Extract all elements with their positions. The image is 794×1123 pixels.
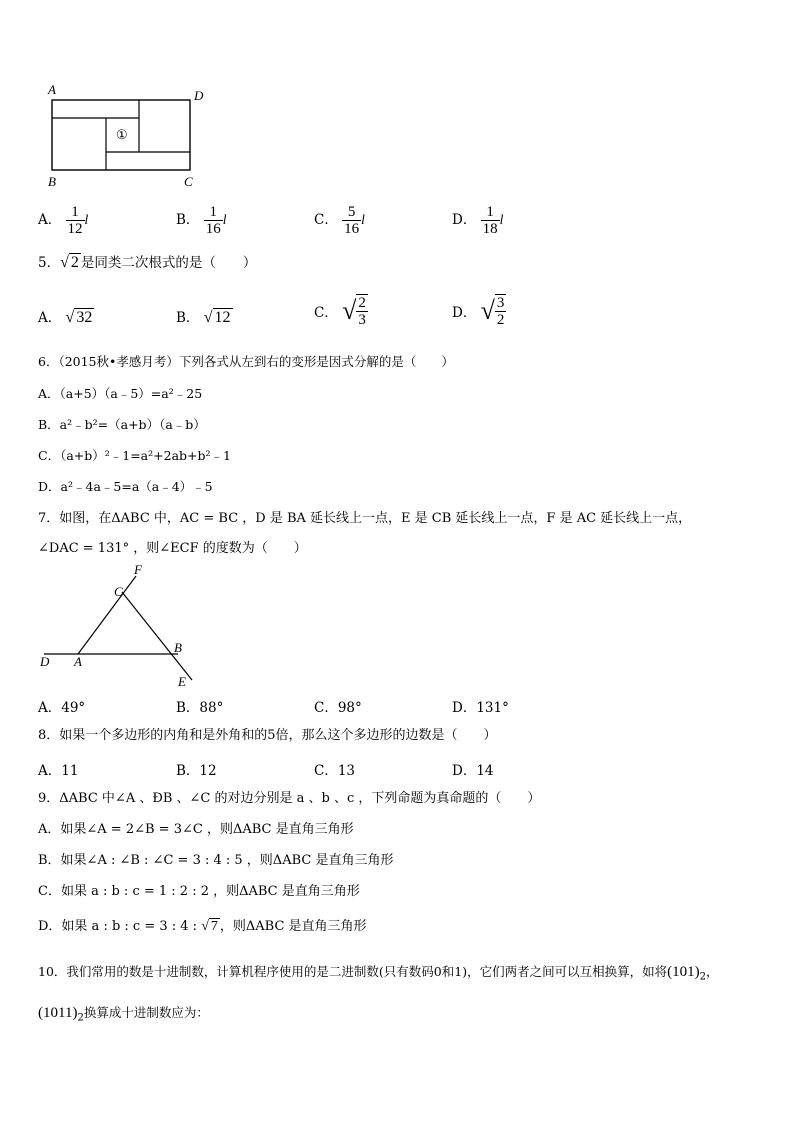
sqrt-fraction: √	[342, 296, 357, 325]
triangle-diagram	[34, 562, 204, 692]
q5-option-b[interactable]	[176, 306, 233, 327]
q9-option-b[interactable]: B．如果∠A : ∠B : ∠C = 3 : 4 : 5 ，则ΔABC 是直角三角形	[38, 853, 394, 868]
sqrt-expression: √ 7	[201, 919, 218, 934]
q7-option-b[interactable]: B．88°	[176, 700, 224, 716]
question-text: 10．我们常用的数是十进制数，计算机程序使用的是二进制数(只有数码0和1)，它们两者之间可以互相换算，如将	[38, 964, 668, 979]
fraction	[356, 294, 368, 328]
label-F: F	[134, 562, 142, 577]
radicand: 12	[214, 309, 231, 326]
q5-option-a[interactable]	[38, 306, 94, 327]
numerator: 1	[204, 204, 223, 221]
q4-option-c[interactable]	[314, 204, 365, 237]
q5-option-letter: C．	[314, 305, 338, 321]
sqrt-expression: √ 2	[60, 254, 79, 271]
q8-option-c[interactable]: C．13	[314, 763, 356, 779]
numerator: 2	[358, 295, 366, 311]
numerator: 1	[481, 204, 500, 221]
denominator: 16	[344, 221, 360, 237]
option-text: ，则ΔABC 是直角三角形	[219, 919, 367, 934]
question-text: 是同类二次根式的是（ ）	[80, 255, 257, 271]
q6-option-b[interactable]: B．a²﹣b²=（a+b）（a﹣b）	[38, 417, 206, 432]
q6-option-d[interactable]: D．a²﹣4a﹣5=a（a﹣4）﹣5	[38, 479, 213, 494]
fraction	[495, 294, 507, 328]
sqrt-fraction: √	[480, 296, 495, 325]
numerator: 1	[66, 204, 85, 221]
q8-stem: 8．如果一个多边形的内角和是外角和的5倍，那么这个多边形的边数是（ ）	[38, 728, 497, 743]
label-B: B	[48, 174, 56, 189]
q5-stem	[38, 254, 256, 272]
radicand: 32	[76, 309, 93, 326]
q6-stem: 6．（2015秋•孝感月考）下列各式从左到右的变形是因式分解的是（ ）	[38, 354, 454, 369]
q6-option-c[interactable]: C．（a+b）²﹣1=a²+2ab+b²﹣1	[38, 448, 231, 463]
question-number: 5．	[38, 255, 61, 271]
q7-stem-line2: ∠DAC = 131° ，则∠ECF 的度数为（ ）	[38, 541, 307, 556]
denominator: 16	[205, 221, 221, 237]
variable: l	[499, 212, 504, 227]
q4-option-letter: D．	[452, 212, 477, 228]
binary-example: (101)	[667, 964, 700, 980]
q9-option-d[interactable]	[38, 918, 367, 936]
sqrt-expression: √ 12	[203, 309, 231, 326]
label-C: C	[184, 174, 193, 189]
q5-option-c[interactable]	[314, 294, 368, 328]
q4-option-letter: A．	[38, 212, 62, 228]
label-D: D	[194, 88, 204, 103]
variable: l	[84, 212, 89, 227]
binary-example: (1011)	[38, 1005, 78, 1021]
q7-option-c[interactable]: C．98°	[314, 700, 362, 716]
figure-triangle	[34, 562, 204, 692]
punctuation: ，	[705, 964, 719, 979]
q7-option-d[interactable]: D．131°	[452, 700, 509, 716]
denominator: 3	[358, 312, 366, 328]
q8-option-d[interactable]: D．14	[452, 763, 494, 779]
base-subscript: 2	[699, 971, 706, 983]
fraction	[204, 204, 223, 237]
region-1-label: ①	[116, 128, 128, 143]
q7-stem-line1: 7．如图，在ΔABC 中，AC = BC ，D 是 BA 延长线上一点，E 是 CB 延长线上一点，F 是 AC 延长线上一点，	[38, 511, 692, 526]
numerator: 5	[342, 204, 361, 221]
variable: l	[222, 212, 227, 227]
label-A: A	[48, 82, 56, 97]
option-text: D．如果 a : b : c = 3 : 4 :	[38, 919, 202, 934]
numerator: 3	[496, 295, 505, 311]
q9-option-c[interactable]: C．如果 a : b : c = 1 : 2 : 2 ，则ΔABC 是直角三角形	[38, 884, 360, 899]
q9-stem: 9．ΔABC 中∠A 、ÐB 、∠C 的对边分别是 a 、b 、c ，下列命题为真命题的（ ）	[38, 791, 541, 806]
fraction	[66, 204, 85, 237]
q5-option-d[interactable]	[452, 294, 506, 328]
q5-option-letter: B．	[176, 310, 200, 326]
fraction	[342, 204, 361, 237]
denominator: 12	[67, 221, 83, 237]
fraction	[481, 204, 500, 237]
q6-option-a[interactable]: A．（a+5）（a﹣5）=a²﹣25	[38, 386, 203, 401]
denominator: 18	[482, 221, 498, 237]
q9-option-a[interactable]: A．如果∠A = 2∠B = 3∠C ，则ΔABC 是直角三角形	[38, 822, 354, 837]
q5-option-letter: A．	[38, 310, 62, 326]
denominator: 2	[496, 312, 505, 328]
question-text: 换算成十进制数应为：	[83, 1005, 209, 1020]
radicand: 2	[70, 254, 79, 271]
q10-line2	[38, 1004, 209, 1028]
variable: l	[361, 212, 365, 227]
label-C: C	[114, 584, 123, 599]
label-A: A	[74, 654, 82, 669]
label-B: B	[174, 640, 182, 655]
q4-option-b[interactable]	[176, 204, 226, 237]
q10-line1	[38, 963, 718, 987]
base-subscript: 2	[77, 1012, 84, 1024]
q8-option-b[interactable]: B．12	[176, 763, 217, 779]
figure-rectangle	[40, 84, 210, 192]
radicand: 7	[210, 919, 218, 934]
q4-option-d[interactable]	[452, 204, 503, 237]
sqrt-expression: √ 32	[65, 309, 93, 326]
label-E: E	[178, 674, 186, 689]
label-D: D	[40, 654, 50, 669]
q4-option-letter: B．	[176, 212, 200, 228]
q4-option-a[interactable]	[38, 204, 88, 237]
q7-option-a[interactable]: A．49°	[38, 700, 86, 716]
q8-option-a[interactable]: A．11	[38, 763, 79, 779]
q4-option-letter: C．	[314, 212, 338, 228]
q5-option-letter: D．	[452, 305, 477, 321]
